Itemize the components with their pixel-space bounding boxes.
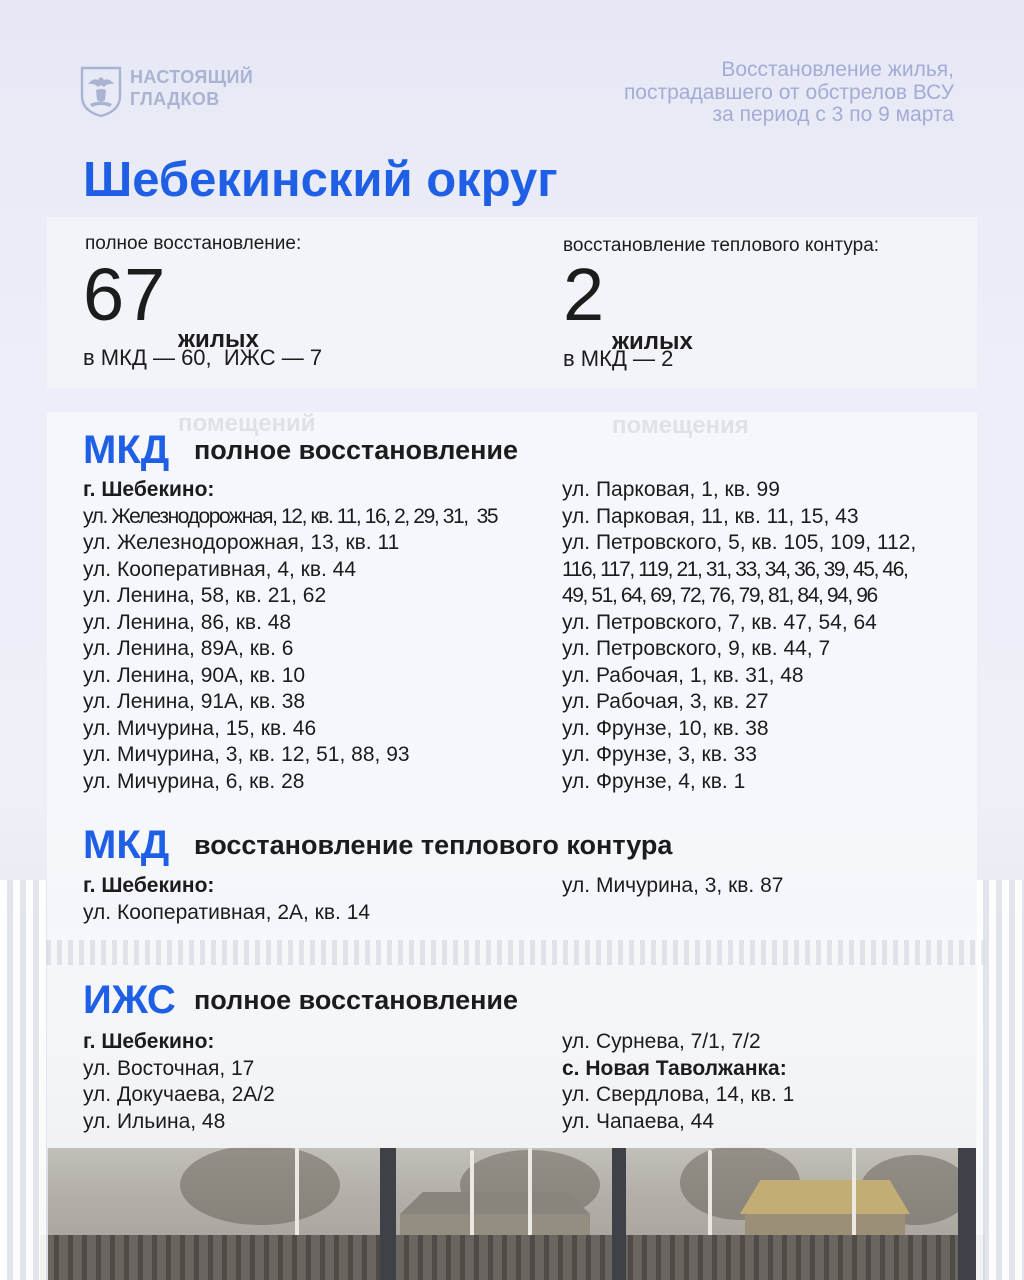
address-item: 116, 117, 119, 21, 31, 33, 34, 36, 39, 45, 46, [562,557,908,581]
address-item: ул. Парковая, 11, кв. 11, 15, 43 [562,504,859,528]
address-item: ул. Парковая, 1, кв. 99 [562,478,780,501]
birch-trunk [295,1148,299,1248]
address-item: ул. Петровского, 9, кв. 44, 7 [562,637,831,660]
section-heading: полное восстановление [194,435,519,465]
birch-trunk [708,1150,712,1245]
izhs-panel [47,965,977,1148]
address-item: ул. Ильина, 48 [83,1109,226,1133]
izhs-full-heading [83,976,518,1024]
logo-line-1: НАСТОЯЩИЙ [130,67,254,87]
units-line: жилых [178,326,259,353]
address-item: ул. Ленина, 89А, кв. 6 [83,637,294,660]
page-title: Шебекинский округ [83,153,558,207]
address-item: ул. Кооперативная, 2А, кв. 14 [83,900,371,924]
address-item: ул. Петровского, 5, кв. 105, 109, 112, [562,531,917,554]
tree-branches [180,1145,340,1225]
mkd-panel [47,412,977,940]
curtain-gauze [40,940,985,965]
address-item: ул. Мичурина, 3, кв. 87 [562,874,784,897]
address-item: ул. Фрунзе, 10, кв. 38 [562,716,769,740]
address-item: ул. Мичурина, 3, кв. 12, 51, 88, 93 [83,743,410,766]
address-item: ул. Ленина, 91А, кв. 38 [83,690,306,713]
address-item: ул. Фрунзе, 3, кв. 33 [562,743,757,766]
coat-of-arms-icon [80,66,122,118]
header-subtitle [624,59,954,127]
city-label: г. Шебекино: [83,478,215,501]
units-line: жилых [612,328,693,355]
logo-line-2: ГЛАДКОВ [130,89,220,109]
window-frame [958,1148,976,1280]
birch-trunk [528,1148,532,1248]
subtitle-line: Восстановление жилья, [721,58,954,81]
summary-panel [47,217,977,388]
address-item: ул. Мичурина, 15, кв. 46 [83,716,317,740]
thermal-restoration-breakdown: в МКД — 2 [563,346,674,371]
address-item: 49, 51, 64, 69, 72, 76, 79, 81, 84, 94, 96 [562,584,877,607]
address-item: ул. Восточная, 17 [83,1056,255,1080]
full-restoration-label: полное восстановление: [85,233,302,254]
address-item: ул. Ленина, 90А, кв. 10 [83,663,306,687]
address-item: ул. Чапаева, 44 [562,1109,714,1133]
city-label: г. Шебекино: [83,874,215,897]
village-label: с. Новая Таволжанка: [562,1056,787,1080]
birch-trunk [852,1148,856,1248]
logo-text [130,66,253,110]
mkd-full-right-list [562,477,916,795]
address-item: ул. Сурнева, 7/1, 7/2 [562,1030,761,1053]
thermal-restoration-label: восстановление теплового контура: [563,235,880,256]
mkd-thermal-left-list [83,873,370,926]
izhs-left-list [83,1029,275,1135]
address-item: ул. Ленина, 86, кв. 48 [83,610,292,634]
mkd-full-left-list [83,477,497,795]
izhs-right-list [562,1029,794,1135]
mkd-full-heading [83,426,518,474]
birch-trunk [470,1150,474,1245]
subtitle-line: за период с 3 по 9 марта [712,103,954,126]
address-item: ул. Петровского, 7, кв. 47, 54, 64 [562,610,877,634]
address-item: ул. Свердлова, 14, кв. 1 [562,1083,795,1106]
thermal-restoration-count: 2 [563,253,605,336]
fence [40,1235,985,1280]
address-item: ул. Докучаева, 2А/2 [83,1083,275,1106]
address-item: ул. Рабочая, 1, кв. 31, 48 [562,663,804,687]
mkd-thermal-heading [83,821,672,869]
house-roof [740,1180,910,1214]
address-item: ул. Железнодорожная, 13, кв. 11 [83,531,400,554]
section-badge: МКД [83,428,170,472]
address-item: ул. Рабочая, 3, кв. 27 [562,690,769,713]
full-restoration-count: 67 [83,253,166,336]
section-badge: МКД [83,823,170,867]
section-badge: ИЖС [83,978,176,1022]
address-item: ул. Железнодорожная, 12, кв. 11, 16, 2, 29, 31, 35 [83,504,498,528]
window-frame [380,1148,396,1280]
address-item: ул. Ленина, 58, кв. 21, 62 [83,584,327,607]
subtitle-line: пострадавшего от обстрелов ВСУ [623,80,954,104]
section-heading: восстановление теплового контура [194,830,673,860]
address-item: ул. Мичурина, 6, кв. 28 [83,769,305,793]
window-frame [612,1148,626,1280]
house-roof [400,1192,590,1214]
full-restoration-breakdown: в МКД — 60, ИЖС — 7 [83,345,323,370]
city-label: г. Шебекино: [83,1030,215,1053]
address-item: ул. Фрунзе, 4, кв. 1 [562,769,746,793]
address-item: ул. Кооперативная, 4, кв. 44 [83,557,357,581]
section-heading: полное восстановление [194,985,519,1015]
mkd-thermal-right-list [562,873,783,900]
